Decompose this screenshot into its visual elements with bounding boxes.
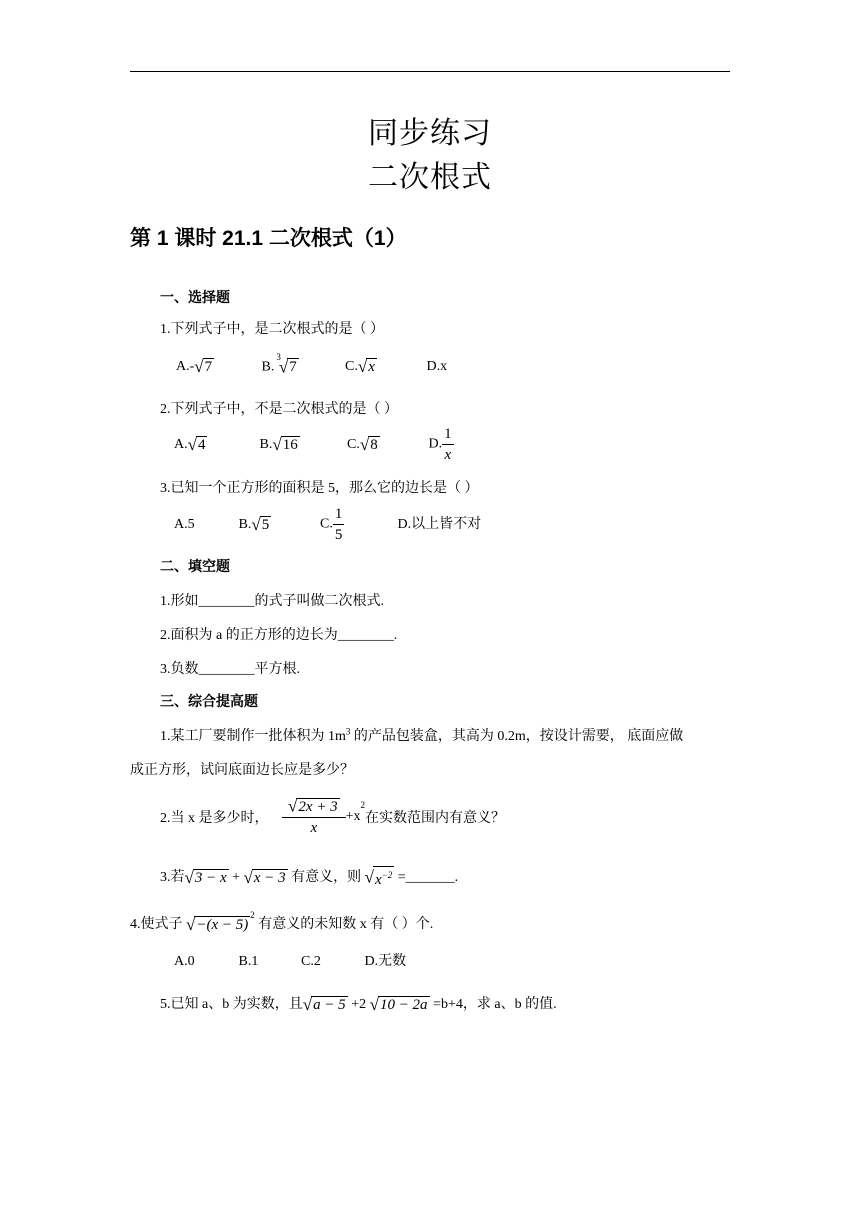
q3-option-b: B. — [238, 516, 252, 532]
q3-option-a: A.5 — [174, 516, 195, 532]
q1-option-c: C. — [345, 359, 358, 375]
section-choice-heading: 一、选择题 — [160, 289, 230, 305]
q1-option-b: B. — [261, 359, 275, 375]
q1-option-a: A.- — [176, 359, 195, 375]
section-comprehensive-heading: 三、综合提高题 — [160, 693, 258, 709]
comp-4-option-c: C.2 — [301, 954, 321, 969]
fill-2: 2.面积为 a 的正方形的边长为________. — [160, 628, 398, 643]
title-line-1: 同步练习 — [368, 117, 492, 150]
comp-4-options — [174, 950, 406, 970]
comp-4: 4.使式子 $√-(x - 5)^2$ 有意义的未知数 x 有（ ）个. — [130, 910, 434, 934]
comp-1-line-1: 1.某工厂要制作一批体积为 $1m^3$ 的产品包装盒，其高为 0.2m，按设计需要， 底面应做 — [160, 726, 684, 744]
fill-1: 1.形如________的式子叫做二次根式. — [160, 594, 384, 609]
lesson-heading: 第 1 课时 21.1 二次根式（1） — [130, 227, 407, 250]
q2-option-a: A. — [174, 436, 188, 452]
q2-options: A.√4 B.√16 C.√8 D. $\frac{1}{x}$ — [174, 426, 452, 463]
q1-stem: 1.下列式子中，是二次根式的是（ ） — [160, 322, 384, 337]
q2-option-d: D. — [428, 436, 443, 452]
q1-options: A.-√7 B.$^3$√7 C.√x D.x — [176, 352, 448, 377]
comp-4-option-a: A.0 — [174, 954, 195, 969]
q2-option-c: C. — [347, 436, 360, 452]
title-line-2: 二次根式 — [368, 161, 492, 194]
comp-5: 5.已知 a、b 为实数，且√a − 5 +2 √10 − 2a =b+4，求 a、b 的值. — [160, 994, 557, 1014]
q3-stem: 3.已知一个正方形的面积是 5，那么它的边长是（ ） — [160, 481, 479, 496]
comp-1-line-2: 成正方形，试问底面边长应是多少？ — [130, 763, 354, 778]
q2-stem: 2.下列式子中，不是二次根式的是（ ） — [160, 402, 398, 417]
fill-3: 3.负数________平方根. — [160, 662, 300, 677]
q2-option-b: B. — [259, 436, 273, 452]
q1-option-d: D.x — [426, 359, 448, 375]
section-fill-heading: 二、填空题 — [160, 558, 230, 574]
comp-3: 3.若√3 − x + √x − 3 有意义，则 $√x^{-2}$ =_______. — [160, 867, 459, 889]
q3-option-c: C. — [320, 516, 333, 532]
comp-4-option-b: B.1 — [238, 954, 259, 969]
q3-option-d: D.以上皆不对 — [397, 516, 482, 532]
comp-2: 2.当 x 是多少时， $\frac{√2x + 3}{x}$ $+x^2$在实数范围内有意义？ — [160, 796, 506, 836]
comp-4-option-d: D.无数 — [364, 954, 407, 969]
q3-options: A.5 B.√5 C. $\frac{1}{5}$ D.以上皆不对 — [174, 506, 482, 543]
header-rule — [130, 71, 730, 72]
